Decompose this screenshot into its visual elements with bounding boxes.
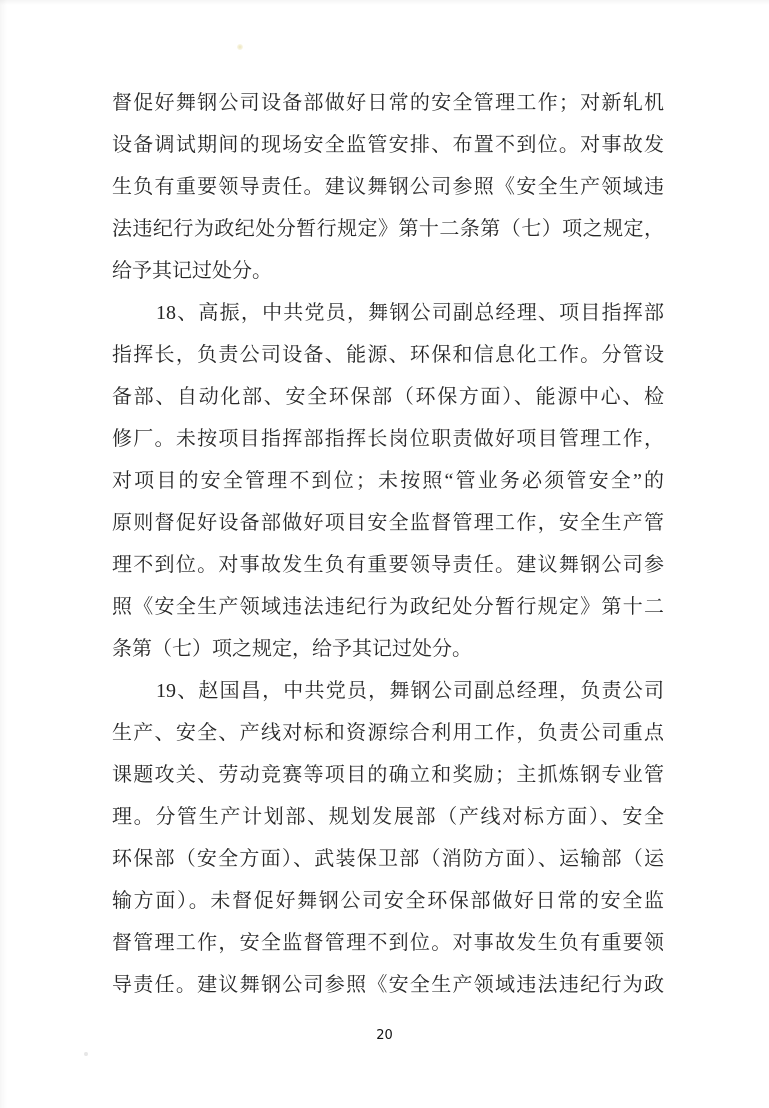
text-line: 法违纪行为政纪处分暂行规定》第十二条第（七）项之规定， <box>112 218 664 240</box>
text-line: 对项目的安全管理不到位；未按照“管业务必须管安全”的 <box>112 470 664 492</box>
text-body <box>112 82 664 1006</box>
scan-speck-small <box>84 1052 88 1056</box>
text-line: 条第（七）项之规定，给予其记过处分。 <box>112 638 472 660</box>
text-line: 19、赵国昌，中共党员，舞钢公司副总经理，负责公司 <box>156 680 664 702</box>
text-line: 输方面）。未督促好舞钢公司安全环保部做好日常的安全监 <box>112 890 664 912</box>
text-line: 18、高振，中共党员，舞钢公司副总经理、项目指挥部 <box>156 302 664 324</box>
text-line: 理不到位。对事故发生负有重要领导责任。建议舞钢公司参 <box>112 554 664 576</box>
text-line: 生产、安全、产线对标和资源综合利用工作，负责公司重点 <box>112 722 664 744</box>
text-line: 督管理工作，安全监督管理不到位。对事故发生负有重要领 <box>112 932 664 954</box>
text-line: 生负有重要领导责任。建议舞钢公司参照《安全生产领域违 <box>112 176 664 198</box>
text-line: 设备调试期间的现场安全监管安排、布置不到位。对事故发 <box>112 134 664 156</box>
text-line: 修厂。未按项目指挥部指挥长岗位职责做好项目管理工作， <box>112 428 664 450</box>
text-line: 督促好舞钢公司设备部做好日常的安全管理工作；对新轧机 <box>112 92 664 114</box>
page-left-edge-shadow <box>0 0 7 1108</box>
text-line: 环保部（安全方面）、武装保卫部（消防方面）、运输部（运 <box>112 848 664 870</box>
text-line: 指挥长，负责公司设备、能源、环保和信息化工作。分管设 <box>112 344 664 366</box>
page-top-edge-shadow <box>0 0 769 5</box>
text-line: 备部、自动化部、安全环保部（环保方面）、能源中心、检 <box>112 386 664 408</box>
text-line: 原则督促好设备部做好项目安全监督管理工作，安全生产管 <box>112 512 664 534</box>
text-line: 理。分管生产计划部、规划发展部（产线对标方面）、安全 <box>112 806 664 828</box>
text-line: 照《安全生产领域违法违纪行为政纪处分暂行规定》第十二 <box>112 596 664 618</box>
text-line: 导责任。建议舞钢公司参照《安全生产领域违法违纪行为政 <box>112 974 664 996</box>
page-number: 20 <box>376 1028 393 1043</box>
scan-speck <box>237 44 243 50</box>
text-line: 给予其记过处分。 <box>112 260 272 282</box>
text-line: 课题攻关、劳动竞赛等项目的确立和奖励；主抓炼钢专业管 <box>112 764 664 786</box>
